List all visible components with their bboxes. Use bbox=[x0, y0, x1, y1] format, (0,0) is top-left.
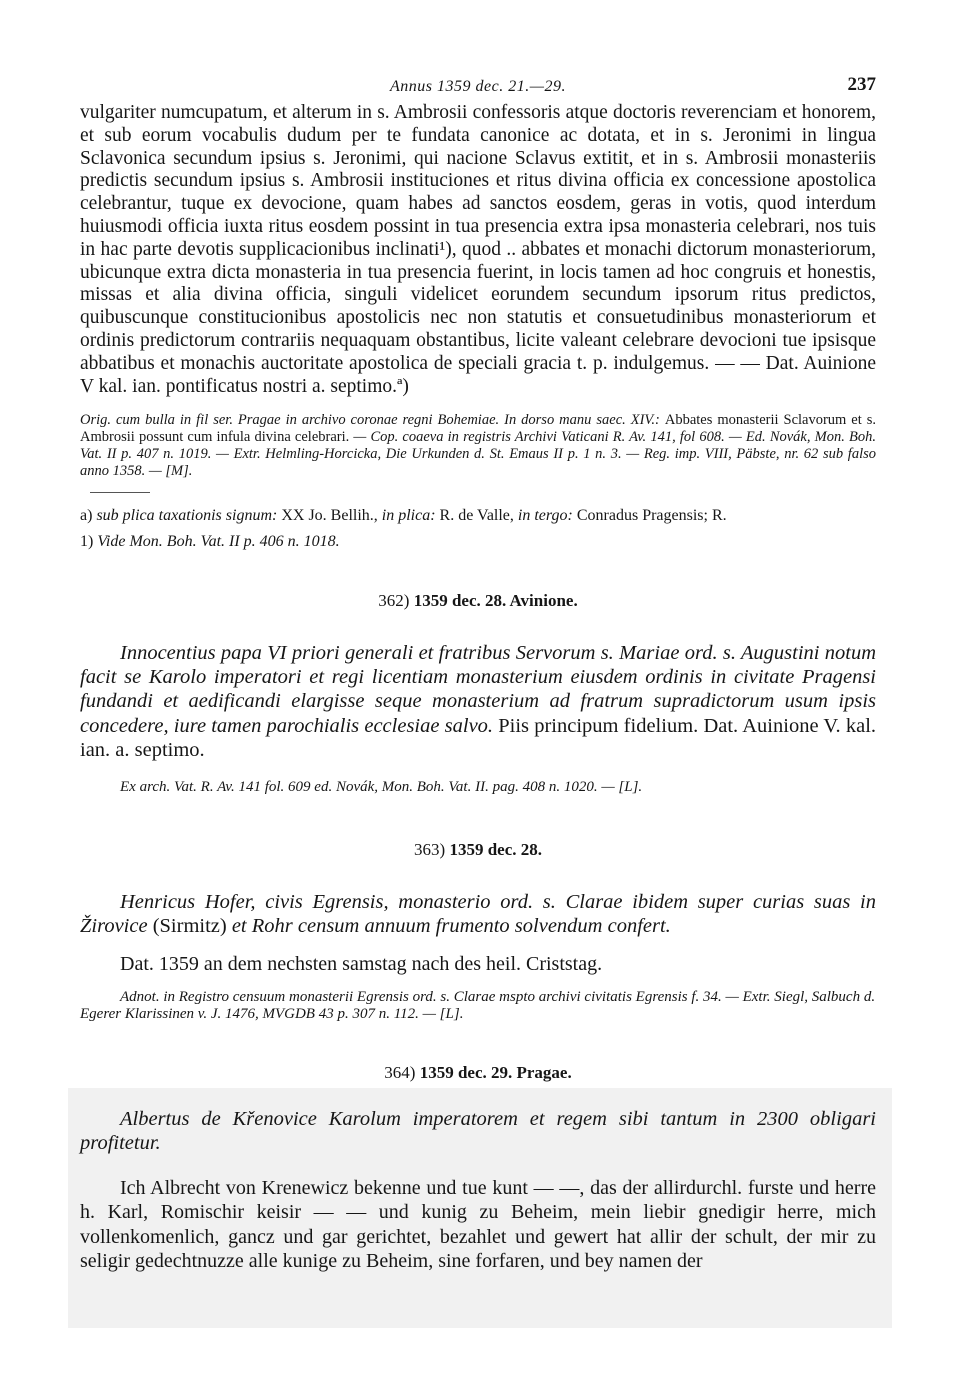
doc-364-heading bbox=[80, 1063, 876, 1083]
doc-362-heading bbox=[80, 591, 876, 611]
doc-363-number: 363) bbox=[414, 839, 446, 859]
doc-362-source: Ex arch. Vat. R. Av. 141 fol. 609 ed. Novák, Mon. Boh. Vat. II. pag. 408 n. 1020. — [L]. bbox=[120, 778, 643, 795]
page-number: 237 bbox=[847, 74, 876, 95]
footnote-1-text: Vide Mon. Boh. Vat. II p. 406 n. 1018. bbox=[97, 532, 340, 550]
doc-362-date: 1359 dec. 28. Avinione. bbox=[413, 590, 578, 610]
footnote-a-text3: Conradus Pragensis; R. bbox=[576, 506, 727, 524]
doc-364-text: Ich Albrecht von Krenewicz bekenne und tue kunt — —, das der allirdurchl. furste und herre h. Karl, Romischir keisir — — und kunig zu Beheim, mein liebir gnedigir herre, mich vollenkomenlich, gancz und gar gerichtet, bezahlet und gewert hat allir der schult, der mir zu seligir gedechtnuzze alle kunige zu Beheim, sine forfaren, und bey namen der bbox=[80, 1176, 876, 1273]
footnote-a-text2: R. de Valle, bbox=[439, 506, 514, 524]
continuation-text: vulgariter numcupatum, et alterum in s. Ambrosii confessoris atque doctoris reverenciam et honorem, et sub eorum vocabulis dudum per te fundata canonice ac dotata, et in s. Jeronimi in lingua Sclavonica secundum ipsius s. Jeronimi, qui nacione Sclavus extitit, et in s. Ambrosii monasteriis predictis secundum ipsius s. Ambrosii instituciones et ritus divina officia ex concessione apostolica celebrantur, tuque ex devocione, quam habes ad sanctos eosdem, geras in votis, quod interdum huiusmodi officia iuxta ritus eosdem possint in tua presencia extra ipsa monasteria celebrari, nos tuis in hac parte devotis supplicacionibus inclinati¹), quod .. abbates et monachi dictorum monasteriorum, ubicunque extra dicta monasteria in tua presencia fuerint, in locis tamen ad hoc congruis et honestis, missas et alia divina officia, singuli videlicet eorundem secundum ipsorum ritus predictos, quibuscunque constitucionibus apostolicis nec non statutis et consuetudinibus monasteriorum et ordinis predictorum contrariis nequaquam obstantibus, licite valeant celebrare devocioni tue ipsisque abbatibus et monachis auctoritate apostolica de speciali gracia t. p. indulgemus. — — Dat. Auinione V kal. ian. pontificatus nostri a. septimo.ª) bbox=[80, 102, 876, 397]
footnote-a bbox=[80, 505, 876, 527]
footnote-a-mark: a) bbox=[80, 506, 93, 524]
page-header bbox=[80, 72, 876, 102]
doc-363-source: Adnot. in Registro censuum monasterii Egrensis ord. s. Clarae mspto archivi civitatis Egrensis f. 34. — Extr. Siegl, Salbuch d. Egerer Klarissinen v. J. 1476, MVGDB 43 p. 307 n. 112. — [L]. bbox=[80, 988, 876, 1022]
archival-notes bbox=[80, 412, 876, 479]
doc-363-summary bbox=[80, 890, 876, 939]
doc-362-summary bbox=[80, 641, 876, 763]
doc-363-date: 1359 dec. 28. bbox=[449, 839, 542, 859]
doc-362-summary-roman: Piis principum fidelium. Dat. Auinione V. kal. ian. a. septimo. bbox=[80, 714, 877, 762]
running-title: Annus 1359 dec. 21.—29. bbox=[390, 78, 566, 95]
document-page bbox=[80, 72, 876, 1274]
doc-363-summary-roman: (Sirmitz) bbox=[152, 914, 227, 937]
footnote-rule bbox=[90, 492, 150, 493]
doc-364-summary: Albertus de Křenovice Karolum imperatorem et regem sibi tantum in 2300 obligari profitetur. bbox=[80, 1107, 876, 1155]
doc-363-heading bbox=[80, 840, 876, 860]
footnote-a-italic2: in plica: bbox=[381, 506, 436, 524]
footnote-a-italic3: in tergo: bbox=[517, 506, 573, 524]
footnote-a-italic1: sub plica taxationis signum: bbox=[96, 506, 278, 524]
doc-362-summary-italic: Innocentius papa VI priori generali et fratribus Servorum s. Mariae ord. s. Augustini notum facit se Karolo imperatori et regi licentiam monasterium eiusdem ordinis in civitate Pragensi fundandi et aedificandi elargisse seque monasterium ad fratrum supradictorum usum ipsis concedere, iure tamen parochialis ecclesiae salvo. bbox=[80, 641, 876, 737]
doc-363-text: Dat. 1359 an dem nechsten samstag nach des heil. Criststag. bbox=[120, 953, 603, 976]
notes-part2: Abbates monasterii Sclavorum et s. Ambrosii possunt cum infula divina celebrari. bbox=[80, 412, 877, 446]
notes-part3: — Cop. coaeva in registris Archivi Vaticani R. Av. 141, fol 608. — Ed. Novák, Mon. Boh. Vat. II p. 407 n. 1019. — Extr. Helmling-Horcicka, Die Urkunden d. St. Emaus II p. 1 n. 3. — Reg. imp. VIII, Päbste, nr. 62 sub falso anno 1358. — [M]. bbox=[80, 429, 876, 479]
doc-363-summary-italic2: et Rohr censum annuum frumento solvendum confert. bbox=[231, 914, 671, 937]
doc-362-number: 362) bbox=[378, 590, 410, 610]
footnote-1 bbox=[80, 531, 876, 553]
footnote-1-mark: 1) bbox=[80, 532, 94, 550]
doc-363-summary-italic1: Henricus Hofer, civis Egrensis, monasterio ord. s. Clarae ibidem super curias suas in Žirovice bbox=[80, 890, 876, 937]
notes-part1: Orig. cum bulla in fil ser. Pragae in archivo coronae regni Bohemiae. In dorso manu saec. XIV.: bbox=[80, 412, 660, 429]
footnote-a-text1: XX Jo. Bellih., bbox=[281, 506, 378, 524]
doc-364-date: 1359 dec. 29. Pragae. bbox=[419, 1062, 572, 1082]
doc-364-number: 364) bbox=[384, 1062, 416, 1082]
